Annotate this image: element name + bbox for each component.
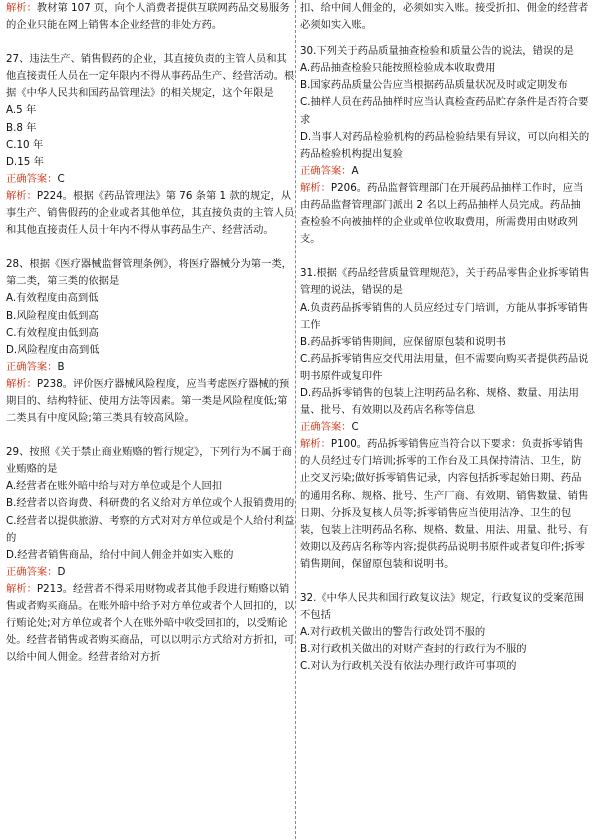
- question-31: [300, 265, 590, 573]
- option: B.对行政机关做出的对财产查封的行政行为不服的: [300, 643, 527, 656]
- question-stem: 27、违法生产、销售假药的企业，其直接负责的主管人员和其他直接责任人员在一定年限内不得从事药品生产、经营活动。根据《中华人民共和国药品管理法》的相关规定，这个年限是: [6, 53, 295, 100]
- answer-line: [6, 171, 296, 188]
- right-column: [300, 0, 590, 675]
- answer-label: 正确答案：: [300, 421, 352, 434]
- expl-label: 解析：: [6, 2, 37, 14]
- expl-block: [300, 436, 590, 573]
- option: D.经营者销售商品，给付中间人佣金并如实入账的: [6, 548, 234, 561]
- expl-text: P238。评价医疗器械风险程度，应当考虑医疗器械的预期目的、结构特征、使用方法等因素。第一类是风险程度低;第二类具有中度风险;第三类具有较高风险。: [6, 377, 290, 425]
- answer-line: [300, 163, 590, 180]
- answer-label: 正确答案：: [6, 565, 58, 578]
- expl-text: P100。药品拆零销售应当符合以下要求：负责拆零销售的人员经过专门培训;拆零的工作台及工具保持清洁、卫生，防止交叉污染;做好拆零销售记录，内容包括拆零起始日期、药品的通用名称、规格、批号、生产厂商、有效期、销售数量、销售日期、分拆及复核人员等;拆零销售应当使用洁净、卫生的包装，包装上注明药品名称、规格、数量、用法、用量、批号、有效期以及药店名称等内容;提供药品说明书原件或者复印件;拆零销售期间，保留原包装和说明书。: [300, 438, 589, 570]
- question-stem: 30.下列关于药品质量抽查检验和质量公告的说法，错误的是: [300, 45, 574, 58]
- answer-label: 正确答案：: [6, 360, 58, 373]
- answer-line: [300, 419, 590, 436]
- expl-block: [6, 581, 296, 666]
- option: C.对认为行政机关没有依法办理行政许可事项的: [300, 660, 517, 673]
- answer-value: B: [57, 360, 65, 373]
- answer-label: 正确答案：: [6, 172, 58, 185]
- option: A.有效程度由高到低: [6, 292, 99, 305]
- option: A.药品抽查检验只能按照检验成本收取费用: [300, 62, 496, 75]
- question-stem: 32.《中华人民共和国行政复议法》规定，行政复议的受案范围不包括: [300, 592, 585, 622]
- expl-text: P213。经营者不得采用财物或者其他手段进行贿赂以销售或者购买商品。在账外暗中给予对方单位或者个人回扣的，以行贿论处;对方单位或者个人在账外暗中收受回扣的，以受贿论处。经营者销售或者购买商品，可以以明示方式给对方折扣，可以给中间人佣金。经营者给对方折: [6, 582, 295, 664]
- answer-value: A: [351, 164, 359, 177]
- expl-label: 解析：: [6, 189, 37, 202]
- option: D.15 年: [6, 155, 44, 168]
- expl-label: 解析：: [6, 582, 37, 595]
- answer-line: [6, 359, 296, 376]
- expl-text: P206。药品监督管理部门在开展药品抽样工作时，应当由药品监督管理部门派出 2 名以上药品抽样人员完成。药品抽查检验不向被抽样的企业或单位收取费用，所需费用由财政列支。: [300, 181, 584, 246]
- answer-value: C: [57, 172, 65, 185]
- option: B.药品拆零销售期间，应保留原包装和说明书: [300, 335, 506, 348]
- option: C.经营者以提供旅游、考察的方式对对方单位或是个人给付利益的: [6, 514, 295, 544]
- expl-text: 教材第 107 页，向个人消费者提供互联网药品交易服务的企业只能在网上销售本企业经营的非处方药。: [6, 2, 290, 32]
- option: D.当事人对药品检验机构的药品检验结果有异议，可以向相关的药品检验机构提出复验: [300, 130, 590, 160]
- option: A.经营者在账外暗中给与对方单位或是个人回扣: [6, 480, 223, 493]
- question-32: [300, 590, 590, 675]
- expl-block: [300, 180, 590, 248]
- question-30: [300, 43, 590, 248]
- option: B.国家药品质量公告应当根据药品质量状况及时或定期发布: [300, 79, 568, 92]
- option: D.风险程度由高到低: [6, 343, 100, 356]
- question-29: [6, 444, 296, 666]
- answer-line: [6, 564, 296, 581]
- option: C.10 年: [6, 138, 44, 151]
- option: A.对行政机关做出的警告行政处罚不服的: [300, 626, 486, 639]
- option: B.经营者以咨询费、科研费的名义给对方单位或个人报销费用的: [6, 497, 295, 510]
- answer-value: C: [351, 421, 359, 434]
- expl-text: P224。根据《药品管理法》第 76 条第 1 款的规定，从事生产、销售假药的企业或者其他单位，其直接负责的主管人员和其他直接责任人员十年内不得从事药品生产、经营活动。: [6, 189, 295, 237]
- expl-block-top: [6, 0, 296, 34]
- option: C.抽样人员在药品抽样时应当认真检查药品贮存条件是否符合要求: [300, 96, 589, 126]
- option: D.药品拆零销售的包装上注明药品名称、规格、数量、用法用量、批号、有效期以及药店名称等信息: [300, 386, 579, 417]
- answer-value: D: [57, 565, 66, 578]
- option: C.药品拆零销售应交代用法用量，但不需要向购买者提供药品说明书原件或复印件: [300, 352, 589, 382]
- option: B.风险程度由低到高: [6, 309, 99, 322]
- expl-block: [6, 188, 296, 239]
- expl-label: 解析：: [6, 377, 37, 390]
- option: C.有效程度由低到高: [6, 326, 99, 339]
- answer-label: 正确答案：: [300, 164, 352, 177]
- question-stem: 28、根据《医疗器械监督管理条例》，将医疗器械分为第一类，第二类，第三类的依据是: [6, 258, 292, 288]
- left-column: [6, 0, 296, 666]
- option: A.5 年: [6, 104, 37, 117]
- question-stem: 29、按照《关于禁止商业贿赂的暂行规定》，下列行为不属于商业贿赂的是: [6, 446, 292, 476]
- expl-block: [6, 376, 296, 427]
- question-28: [6, 256, 296, 427]
- expl-label: 解析：: [300, 181, 331, 194]
- option: B.8 年: [6, 121, 37, 134]
- expl-label: 解析：: [300, 438, 331, 451]
- question-27: [6, 51, 296, 239]
- expl-continuation: 扣、给中间人佣金的，必须如实入账。接受折扣、佣金的经营者必须如实入账。: [300, 2, 589, 32]
- question-stem: 31.根据《药品经营质量管理规范》，关于药品零售企业拆零销售管理的说法，错误的是: [300, 267, 590, 297]
- option: A.负责药品拆零销售的人员应经过专门培训，方能从事拆零销售工作: [300, 301, 589, 331]
